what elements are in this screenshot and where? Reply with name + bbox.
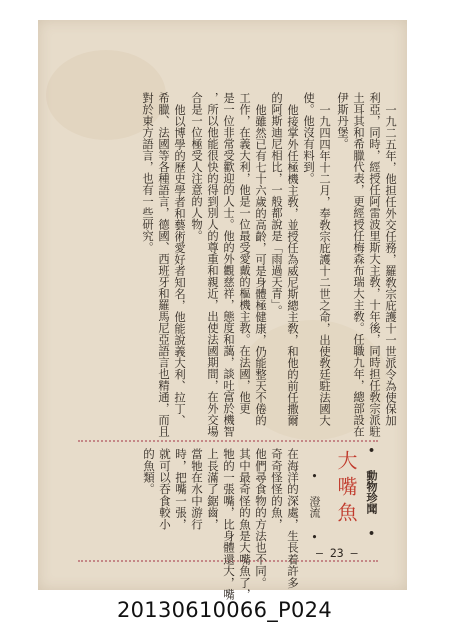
- box-column-7: 當牠在水中游行: [190, 448, 204, 530]
- main-column-3: 土耳其和希臘代表，更經授任梅森布瑞大主敎。任職九年，總部設在: [352, 92, 365, 437]
- main-column-9: 他雖然已有七十六歲的高齡，可是身體極健康，仍能整天不倦的: [254, 104, 267, 426]
- main-column-14: 他以博學的歷史學者和藝術愛好者知名，他能說義大利、拉丁、: [173, 104, 186, 426]
- main-column-2: 利亞，同時，經授任阿雷波里斯大主敎，十年後，同時担任敎宗派駐: [368, 92, 381, 437]
- main-column-6: 使。他沒有料到。: [302, 92, 315, 184]
- main-column-13: 合是一位極受人注意的人物。: [190, 92, 203, 242]
- animal-trivia-box: [78, 440, 378, 601]
- main-column-5: 一九四四年十二月，奉敎宗庇護十二世之命，出使敎廷駐法國大: [318, 104, 331, 426]
- main-column-11: 是一位非常受歡迎的人士。他的外觀慈祥，態度和藹，談吐富於機智: [222, 92, 235, 437]
- box-column-9: 就可以吞食較小: [158, 448, 172, 530]
- box-column-2: 奇奇怪怪的魚，: [270, 448, 284, 530]
- main-column-1: 一九二五年，他担任外交任務，羅敎宗庇護十一世派令為使保加: [384, 104, 397, 426]
- box-column-8: 時，把嘴一張，: [174, 448, 188, 530]
- box-section-tag: • 動物珍聞 •: [365, 444, 378, 540]
- main-column-10: 工作，在義大利，他是一位最受愛戴的樞機主教。在法國，他更: [238, 92, 251, 414]
- box-column-4: 其中最奇怪的魚是大嘴魚了，: [238, 448, 252, 601]
- main-column-8: 的阿斯迪尼相比，一般都說是「雨過天青」。: [270, 92, 283, 317]
- box-column-3: 他們尋食物的方法也不同。: [254, 448, 268, 589]
- main-column-4: 伊斯丹堡。: [336, 92, 349, 150]
- main-column-16: 對於東方語言，也有一些研究。: [141, 92, 154, 253]
- page-number: — 23 —: [316, 546, 358, 560]
- box-column-1: 在海洋的深處，生長着許多: [286, 448, 300, 589]
- box-title: 大嘴魚: [334, 450, 358, 528]
- main-column-15: 希臘、法國等各種語言，德國、西班牙和羅馬尼亞語言也精通，而且: [157, 92, 170, 437]
- box-column-10: 的魚類。: [142, 448, 156, 495]
- box-author: • 澄流 •: [308, 470, 321, 544]
- box-column-5: 牠的一張嘴，比身體還大，嘴: [222, 448, 236, 601]
- box-column-6: 上長滿了鋸齒，: [206, 448, 220, 530]
- archive-id-caption: 20130610066_P024: [116, 598, 332, 622]
- main-column-7: 他接掌外任極機主敎，並授任為威尼斯總主敎，和他的前任撒爾: [286, 104, 299, 426]
- main-column-12: ，所以他能很快的得到別人的尊重和親近，出使法國期間，在外交場: [206, 92, 219, 437]
